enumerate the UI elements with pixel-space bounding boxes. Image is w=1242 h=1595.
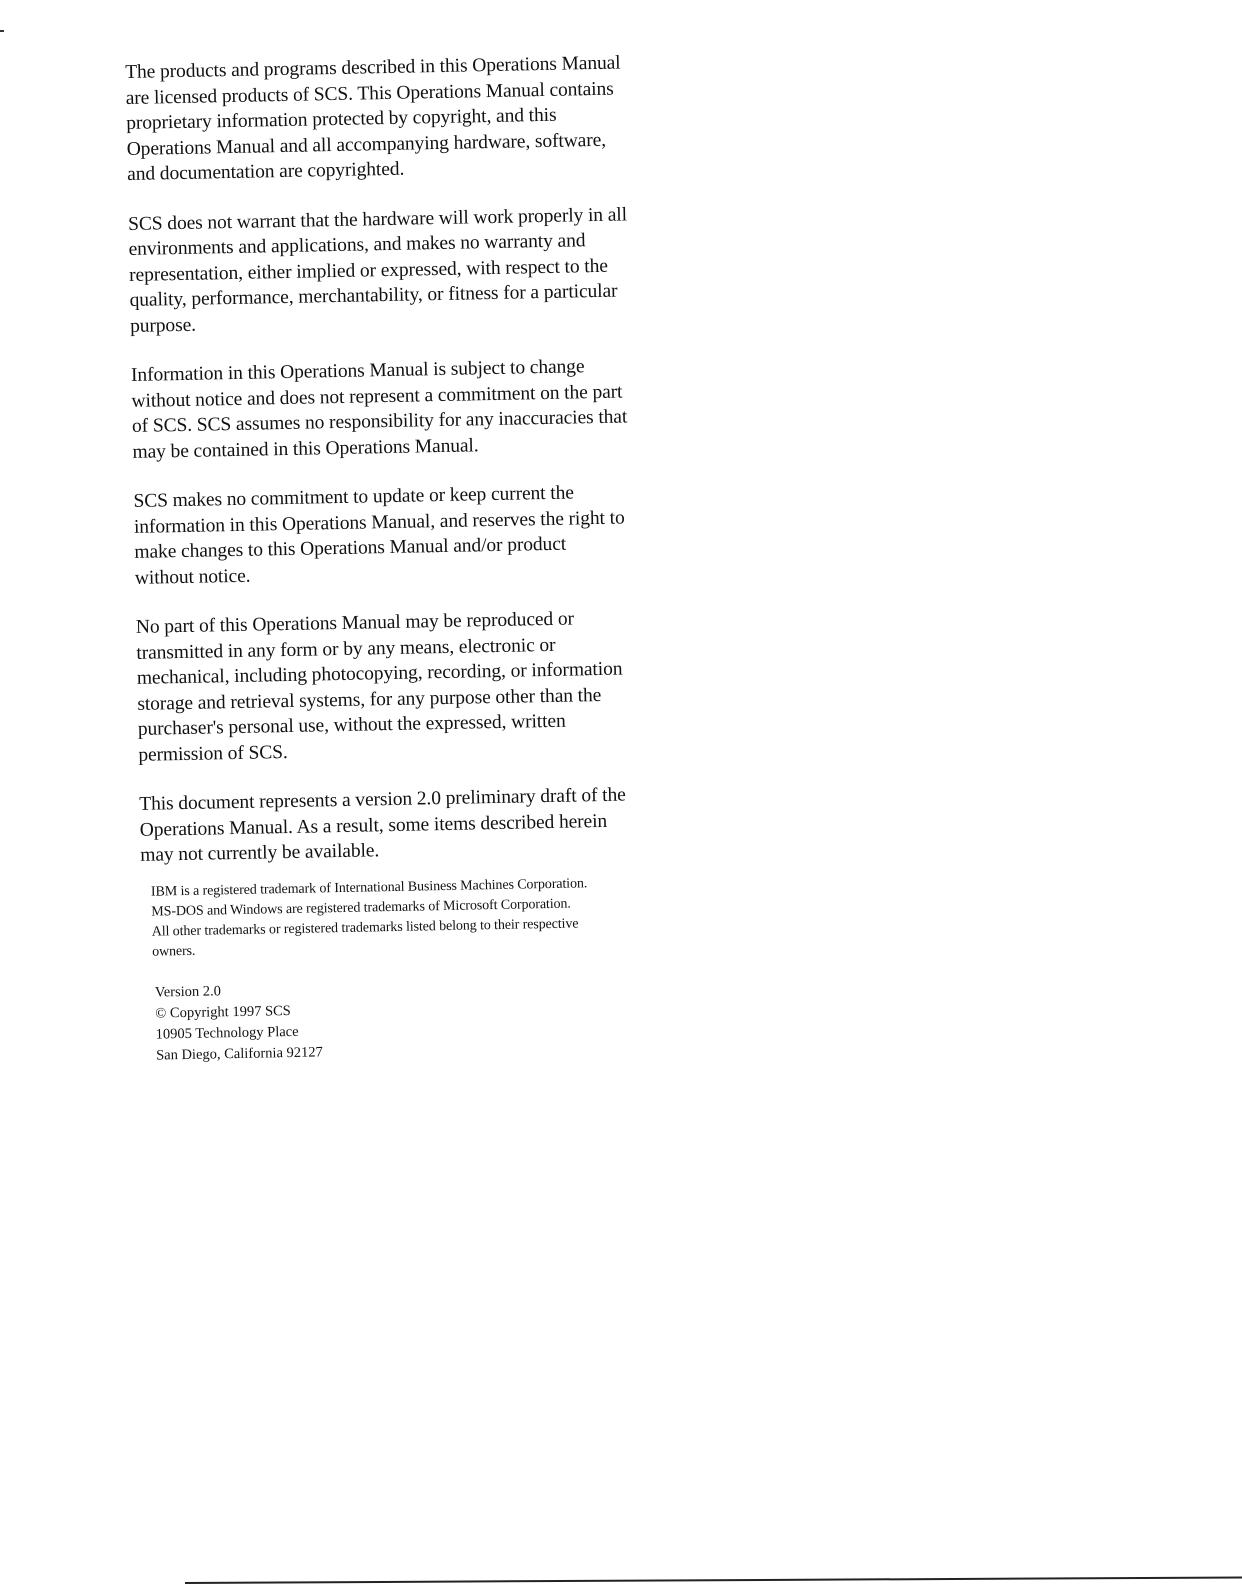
paragraph-warranty (128, 200, 730, 339)
text-line: mechanical, including photocopying, recording, or information (136, 658, 623, 689)
copyright-line: © Copyright 1997 SCS (155, 1002, 291, 1022)
text-line: representation, either implied or expressed, with respect to the (128, 255, 609, 286)
text-line: SCS makes no commitment to update or keep current the (133, 482, 575, 512)
text-line: purpose. (129, 314, 197, 337)
text-line: permission of SCS. (138, 741, 288, 766)
text-line: Operations Manual. As a result, some items described herein (139, 810, 608, 841)
document-body (125, 48, 744, 1066)
paragraph-subject-to-change (131, 351, 733, 464)
text-line: make changes to this Operations Manual and/or product (134, 533, 567, 563)
text-line: transmitted in any form or by any means, electronic or (136, 634, 556, 664)
text-line: owners. (151, 943, 196, 960)
text-line: The products and programs described in this Operations Manual (125, 52, 621, 83)
version-label: Version 2.0 (154, 982, 222, 1001)
scan-mark (0, 30, 4, 32)
address-city: San Diego, California 92127 (155, 1043, 323, 1064)
text-line: SCS does not warrant that the hardware will work properly in all (127, 203, 628, 235)
text-line: storage and retrieval systems, for any purpose other than the (137, 684, 602, 715)
text-line: purchaser's personal use, without the expressed, written (137, 710, 566, 740)
text-line: without notice and does not represent a commitment on the part (131, 381, 623, 412)
paragraph-draft-notice (139, 780, 740, 868)
text-line: No part of this Operations Manual may be reproduced or (135, 608, 575, 638)
text-line: Information in this Operations Manual is subject to change (130, 356, 585, 386)
version-block (155, 971, 745, 1066)
paragraph-copyright (125, 48, 727, 187)
text-line: Operations Manual and all accompanying hardware, software, (126, 129, 607, 160)
text-line: may be contained in this Operations Manual. (132, 434, 479, 463)
text-line: This document represents a version 2.0 preliminary draft of the (139, 784, 626, 815)
paragraph-reproduction (136, 603, 739, 767)
text-line: MS-DOS and Windows are registered trademarks of Microsoft Corporation. (151, 896, 571, 920)
text-line: All other trademarks or registered trademarks listed belong to their respective (151, 915, 579, 940)
paragraph-no-commitment (133, 477, 735, 590)
text-line: IBM is a registered trademark of International Business Machines Corporation. (150, 875, 588, 900)
bottom-rule (185, 1576, 1242, 1584)
text-line: quality, performance, merchantability, or fitness for a particular (129, 280, 618, 311)
text-line: are licensed products of SCS. This Operations Manual contains (125, 78, 614, 109)
text-line: may not currently be available. (140, 840, 380, 866)
address-street: 10905 Technology Place (155, 1023, 299, 1043)
text-line: environments and applications, and makes no warranty and (128, 230, 586, 260)
trademark-notice (151, 871, 742, 962)
text-line: proprietary information protected by copyright, and this (126, 104, 557, 134)
text-line: information in this Operations Manual, and reserves the right to (133, 506, 625, 538)
text-line: without notice. (134, 565, 251, 589)
text-line: and documentation are copyrighted. (126, 158, 405, 185)
text-line: of SCS. SCS assumes no responsibility for any inaccuracies that (131, 406, 628, 437)
